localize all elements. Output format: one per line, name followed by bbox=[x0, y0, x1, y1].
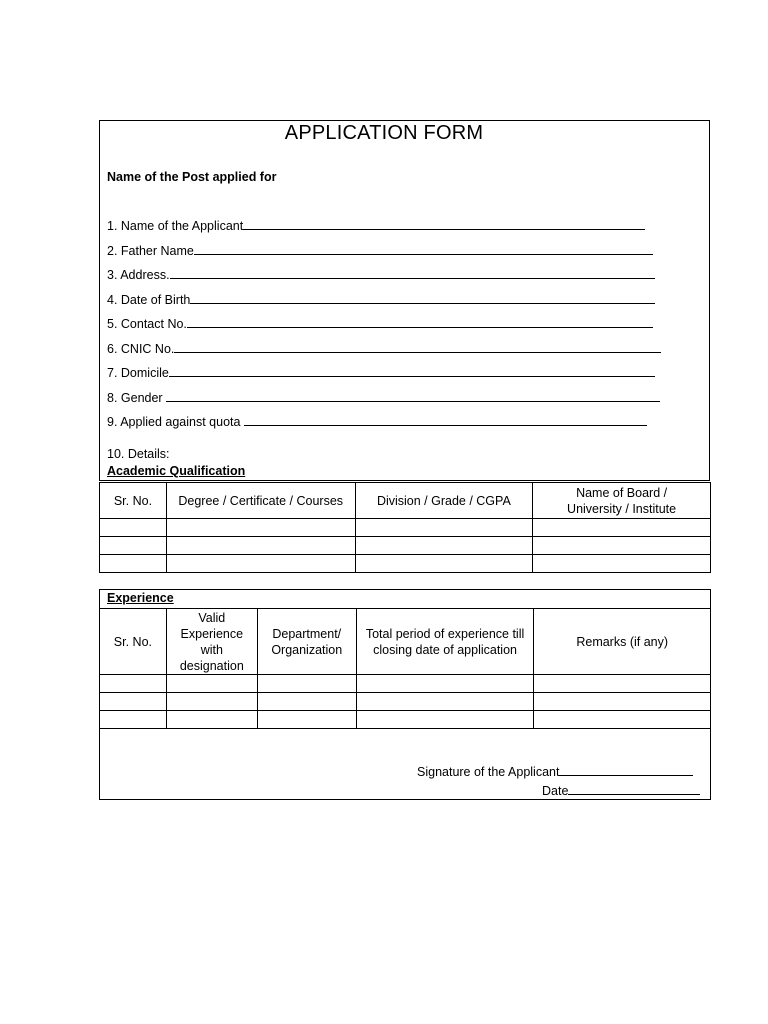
table-row bbox=[100, 711, 711, 729]
applicant-name-field[interactable] bbox=[107, 218, 645, 233]
field-label: 3. Address. bbox=[107, 268, 170, 282]
table-cell[interactable] bbox=[100, 537, 167, 555]
post-applied-field[interactable] bbox=[107, 170, 276, 184]
column-header: Degree / Certificate / Courses bbox=[166, 483, 355, 519]
father-name-field[interactable] bbox=[107, 243, 653, 258]
table-cell[interactable] bbox=[356, 693, 534, 711]
table-row bbox=[100, 519, 711, 537]
column-header: Name of Board / University / Institute bbox=[533, 483, 711, 519]
table-cell[interactable] bbox=[166, 693, 257, 711]
experience-table bbox=[99, 608, 711, 729]
table-cell[interactable] bbox=[533, 555, 711, 573]
date-of-birth-field[interactable] bbox=[107, 292, 655, 307]
academic-qualification-title: Academic Qualification bbox=[107, 464, 246, 478]
form-title: APPLICATION FORM bbox=[284, 122, 484, 144]
table-cell[interactable] bbox=[100, 711, 167, 729]
field-underline[interactable] bbox=[244, 414, 647, 426]
gender-field[interactable] bbox=[107, 390, 660, 405]
field-underline[interactable] bbox=[170, 267, 655, 279]
table-row bbox=[100, 675, 711, 693]
cnic-no-field[interactable] bbox=[107, 341, 661, 356]
table-cell[interactable] bbox=[100, 555, 167, 573]
field-label: 8. Gender bbox=[107, 391, 167, 405]
table-cell[interactable] bbox=[533, 537, 711, 555]
field-label: 7. Domicile bbox=[107, 366, 169, 380]
field-label: 9. Applied against quota bbox=[107, 415, 244, 429]
date-underline[interactable] bbox=[568, 783, 700, 795]
column-header: Division / Grade / CGPA bbox=[355, 483, 533, 519]
column-header: Sr. No. bbox=[100, 483, 167, 519]
quota-field[interactable] bbox=[107, 414, 647, 429]
details-label: 10. Details: bbox=[107, 447, 170, 461]
table-cell[interactable] bbox=[355, 519, 533, 537]
field-underline[interactable] bbox=[169, 365, 655, 377]
table-cell[interactable] bbox=[257, 693, 356, 711]
table-cell[interactable] bbox=[257, 675, 356, 693]
post-applied-label: Name of the Post applied for bbox=[107, 170, 277, 184]
academic-qualification-table bbox=[99, 482, 711, 573]
field-underline[interactable] bbox=[174, 341, 661, 353]
date-field[interactable] bbox=[542, 783, 700, 798]
field-underline[interactable] bbox=[190, 292, 655, 304]
column-header: Total period of experience till closing date of application bbox=[356, 609, 534, 675]
contact-no-field[interactable] bbox=[107, 316, 653, 331]
table-cell[interactable] bbox=[356, 711, 534, 729]
column-header: Remarks (if any) bbox=[534, 609, 711, 675]
table-cell[interactable] bbox=[166, 555, 355, 573]
field-label: 5. Contact No. bbox=[107, 317, 187, 331]
table-cell[interactable] bbox=[166, 675, 257, 693]
date-label: Date bbox=[542, 784, 569, 798]
signature-underline[interactable] bbox=[559, 764, 693, 776]
experience-title: Experience bbox=[107, 591, 174, 605]
table-cell[interactable] bbox=[534, 693, 711, 711]
table-cell[interactable] bbox=[166, 537, 355, 555]
table-row bbox=[100, 537, 711, 555]
table-header-row bbox=[100, 483, 711, 519]
table-row bbox=[100, 555, 711, 573]
column-header: Department/ Organization bbox=[257, 609, 356, 675]
field-label: 4. Date of Birth bbox=[107, 293, 191, 307]
field-underline[interactable] bbox=[243, 218, 645, 230]
field-underline[interactable] bbox=[194, 243, 653, 255]
table-cell[interactable] bbox=[533, 519, 711, 537]
signature-field[interactable] bbox=[417, 764, 693, 779]
signature-label: Signature of the Applicant bbox=[417, 765, 560, 779]
table-cell[interactable] bbox=[100, 519, 167, 537]
domicile-field[interactable] bbox=[107, 365, 655, 380]
column-header: Valid Experience with designation bbox=[166, 609, 257, 675]
field-label: 6. CNIC No. bbox=[107, 342, 175, 356]
table-cell[interactable] bbox=[534, 675, 711, 693]
table-cell[interactable] bbox=[166, 519, 355, 537]
field-label: 1. Name of the Applicant bbox=[107, 219, 244, 233]
table-cell[interactable] bbox=[534, 711, 711, 729]
field-label: 2. Father Name bbox=[107, 244, 194, 258]
table-cell[interactable] bbox=[166, 711, 257, 729]
address-field[interactable] bbox=[107, 267, 655, 282]
table-cell[interactable] bbox=[100, 693, 167, 711]
field-underline[interactable] bbox=[166, 390, 660, 402]
table-row bbox=[100, 693, 711, 711]
table-cell[interactable] bbox=[356, 675, 534, 693]
table-cell[interactable] bbox=[355, 537, 533, 555]
table-cell[interactable] bbox=[355, 555, 533, 573]
table-cell[interactable] bbox=[257, 711, 356, 729]
table-cell[interactable] bbox=[100, 675, 167, 693]
column-header: Sr. No. bbox=[100, 609, 167, 675]
field-underline[interactable] bbox=[187, 316, 653, 328]
table-header-row bbox=[100, 609, 711, 675]
